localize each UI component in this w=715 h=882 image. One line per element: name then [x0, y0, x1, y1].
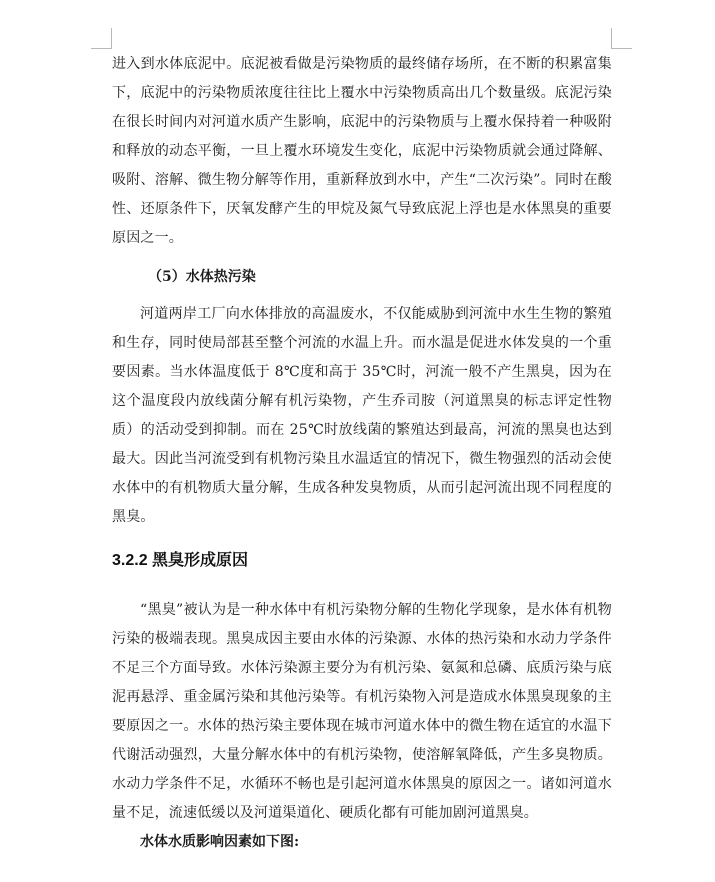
corner-crop-mark-top-left	[91, 28, 112, 49]
paragraph-thermal-pollution: 河道两岸工厂向水体排放的高温废水，不仅能威胁到河流中水生生物的繁殖和生存，同时使局部甚至整个河流的水温上升。而水温是促进水体发臭的一个重要因素。当水体温度低于 8℃度和高于 35℃时，河流一般不产生黑臭，因为在这个温度段内放线菌分解有机污染物，产生乔司胺（河道黑臭的标志评定性物质）的活动受到抑制。而在 25℃时放线菌的繁殖达到最高，河流的黑臭也达到最大。因此当河流受到有机物污染且水温适宜的情况下，微生物强烈的活动会使水体中的有机物质大量分解，生成各种发臭物质，从而引起河流出现不同程度的黑臭。	[112, 306, 612, 525]
paragraph-black-odor-causes: “黑臭”被认为是一种水体中有机污染物分解的生物化学现象，是水体有机物污染的极端表现。黑臭成因主要由水体的污染源、水体的热污染和水动力学条件不足三个方面导致。水体污染源主要分为有机污染、氨氮和总磷、底质污染与底泥再悬浮、重金属污染和其他污染等。有机污染物入河是造成水体黑臭现象的主要原因之一。水体的热污染主要体现在城市河道水体中的微生物在适宜的水温下代谢活动强烈，大量分解水体中的有机污染物，使溶解氧降低，产生多臭物质。水动力学条件不足，水循环不畅也是引起河道水体黑臭的原因之一。诸如河道水量不足，流速低缓以及河道渠道化、硬质化都有可能加剧河道黑臭。	[112, 602, 612, 821]
document-body	[112, 50, 612, 854]
figure-intro-line: 水体水质影响因素如下图:	[140, 834, 300, 850]
paragraph-sediment-pollution: 进入到水体底泥中。底泥被看做是污染物质的最终储存场所，在不断的积累富集下，底泥中的污染物质浓度往往比上覆水中污染物质高出几个数量级。底泥污染在很长时间内对河道水质产生影响，底泥中的污染物质与上覆水保持着一种吸附和释放的动态平衡，一旦上覆水环境发生变化，底泥中污染物质就会通过降解、吸附、溶解、微生物分解等作用，重新释放到水中，产生“二次污染”。同时在酸性、还原条件下，厌氧发酵产生的甲烷及氮气导致底泥上浮也是水体黑臭的重要原因之一。	[112, 56, 612, 246]
section-heading-black-odor-causes: 3.2.2 黑臭形成原因	[112, 552, 249, 569]
sub-heading-thermal-pollution: （5）水体热污染	[148, 269, 256, 285]
corner-crop-mark-top-right	[611, 28, 632, 49]
